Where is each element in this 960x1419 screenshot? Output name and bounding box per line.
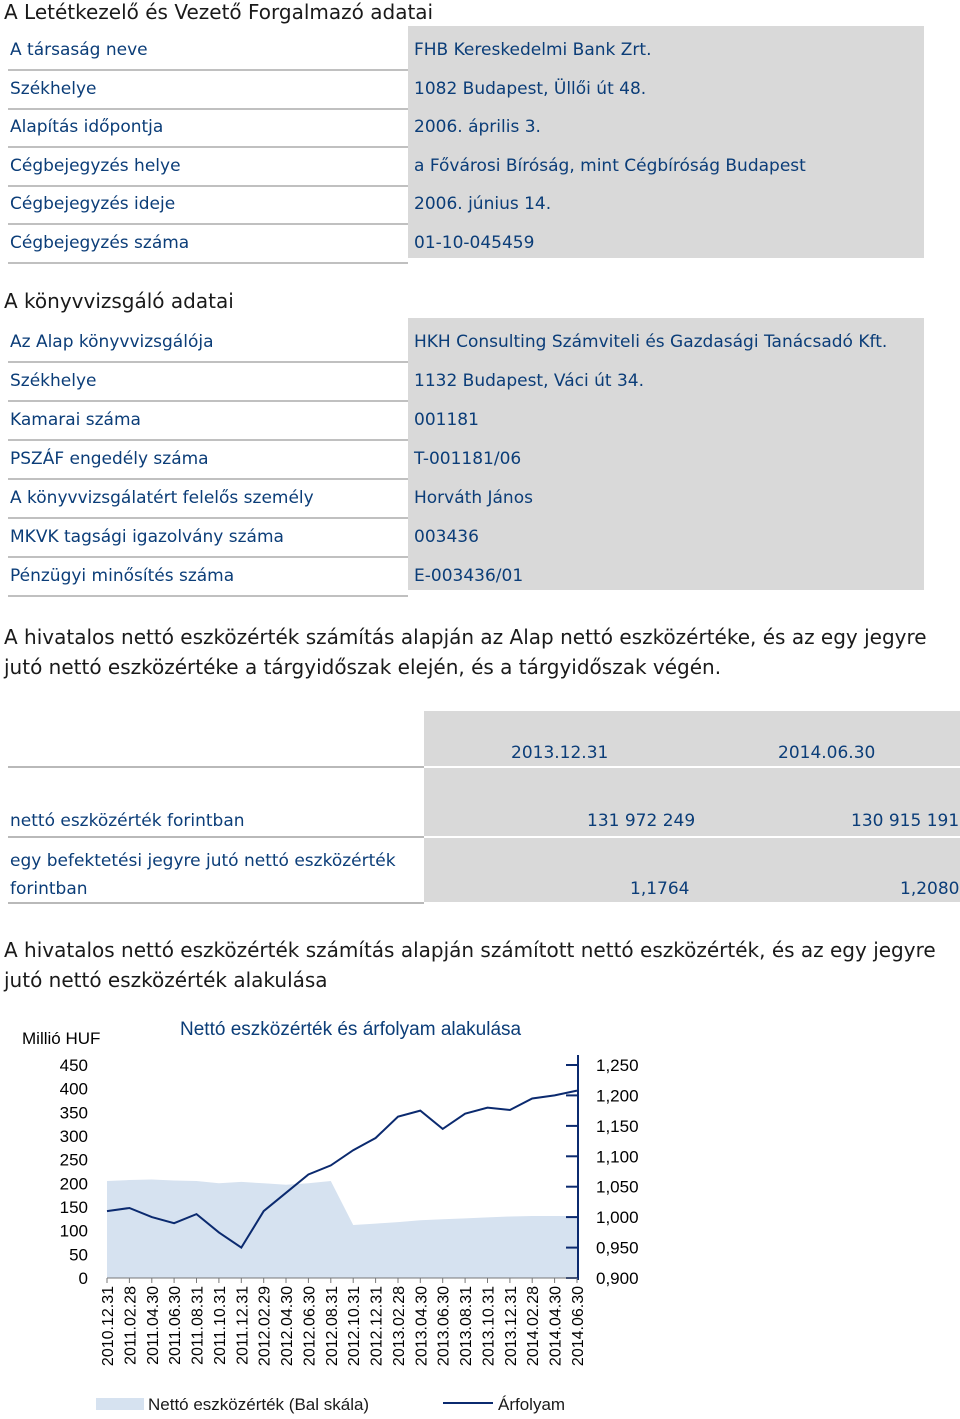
x-tick-label: 2014.06.30	[570, 1286, 587, 1367]
right-tick-label: 1,000	[596, 1208, 639, 1228]
x-tick-label: 2013.04.30	[413, 1286, 431, 1367]
x-tick-label: 2013.12.31	[502, 1286, 520, 1367]
legend-label-price: Árfolyam	[498, 1395, 566, 1414]
auditor-label-3: PSZÁF engedély száma	[10, 449, 209, 469]
manager-row-divider	[8, 108, 408, 110]
nav-col-date-start: 2013.12.31	[511, 743, 609, 763]
manager-label-3: Cégbejegyzés helye	[10, 155, 181, 176]
manager-row-divider	[8, 185, 408, 187]
nav-area	[107, 1180, 577, 1279]
manager-value-0: FHB Kereskedelmi Bank Zrt.	[414, 40, 652, 60]
left-tick-label: 350	[59, 1103, 88, 1123]
auditor-value-1: 1132 Budapest, Váci út 34.	[414, 371, 644, 391]
x-tick-label: 2013.06.30	[435, 1286, 453, 1367]
x-tick-label: 2012.06.30	[301, 1286, 319, 1367]
legend-swatch-nav	[96, 1398, 144, 1410]
x-tick-label: 2010.12.31	[100, 1286, 117, 1367]
left-tick-label: 150	[59, 1198, 88, 1217]
manager-label-0: A társaság neve	[10, 40, 148, 60]
right-tick-label: 0,900	[596, 1269, 639, 1288]
right-tick-label: 1,050	[596, 1177, 639, 1197]
manager-row-divider	[8, 262, 408, 264]
x-tick-label: 2014.02.28	[525, 1286, 543, 1367]
legend-label-nav: Nettó eszközérték (Bal skála)	[148, 1395, 370, 1414]
nav-row-value-start: 131 972 249	[587, 811, 696, 831]
per-unit-value-end: 1,2080	[900, 879, 960, 899]
manager-value-2: 2006. április 3.	[414, 117, 541, 138]
auditor-row-divider	[8, 439, 408, 441]
auditor-label-4: A könyvvizsgálatért felelős személy	[10, 488, 314, 508]
manager-value-1: 1082 Budapest, Üllői út 48.	[414, 78, 647, 99]
auditor-value-4: Horváth János	[414, 488, 533, 508]
x-tick-label: 2012.12.31	[368, 1286, 386, 1367]
chart-title: Nettó eszközérték és árfolyam alakulása	[180, 1019, 522, 1040]
manager-row-divider	[8, 69, 408, 71]
left-tick-label: 200	[59, 1174, 88, 1194]
manager-values-box	[408, 26, 924, 258]
auditor-value-5: 003436	[414, 527, 479, 547]
left-tick-label: 400	[59, 1079, 88, 1099]
auditor-label-0: Az Alap könyvvizsgálója	[10, 332, 214, 352]
manager-label-2: Alapítás időpontja	[10, 117, 164, 138]
auditor-value-0: HKH Consulting Számviteli és Gazdasági Tanácsadó Kft.	[414, 332, 888, 352]
x-tick-label: 2012.08.31	[323, 1286, 341, 1367]
auditor-label-2: Kamarai száma	[10, 410, 141, 430]
x-tick-label: 2012.04.30	[279, 1286, 296, 1367]
left-tick-label: 250	[59, 1150, 88, 1170]
x-tick-label: 2011.12.31	[234, 1286, 252, 1365]
manager-label-1: Székhelye	[10, 78, 97, 99]
auditor-value-6: E-003436/01	[414, 566, 524, 586]
x-tick-label: 2011.08.31	[189, 1286, 207, 1365]
manager-value-3: a Fővárosi Bíróság, mint Cégbíróság Budapest	[414, 155, 806, 176]
manager-row-divider	[8, 223, 408, 225]
right-tick-label: 1,250	[596, 1056, 639, 1075]
nav-col-date-end: 2014.06.30	[778, 743, 876, 763]
right-tick-label: 1,200	[596, 1086, 639, 1106]
auditor-label-6: Pénzügyi minősítés száma	[10, 566, 235, 586]
auditor-row-divider	[8, 478, 408, 480]
x-tick-label: 2013.10.31	[480, 1286, 498, 1367]
x-tick-label: 2012.02.29	[256, 1286, 274, 1367]
x-tick-label: 2013.08.31	[458, 1286, 476, 1367]
auditor-row-divider	[8, 361, 408, 363]
right-tick-label: 1,150	[596, 1116, 639, 1136]
x-tick-label: 2011.06.30	[167, 1286, 185, 1365]
section-title-manager: A Letétkezelő és Vezető Forgalmazó adatai	[4, 0, 434, 24]
auditor-row-divider	[8, 517, 408, 519]
x-tick-label: 2011.04.30	[144, 1286, 162, 1365]
per-unit-value-start: 1,1764	[630, 879, 690, 899]
nav-row-label: nettó eszközérték forintban	[10, 811, 245, 831]
left-axis-unit: Millió HUF	[22, 1029, 101, 1048]
per-unit-row-label-line2: forintban	[10, 879, 88, 899]
x-tick-label: 2012.10.31	[346, 1286, 364, 1367]
right-tick-label: 1,100	[596, 1147, 639, 1167]
manager-label-4: Cégbejegyzés ideje	[10, 194, 176, 215]
nav-price-chart	[0, 1010, 960, 1419]
auditor-row-divider	[8, 400, 408, 402]
per-unit-row-label-line1: egy befektetési jegyre jutó nettó eszközérték	[10, 851, 396, 871]
x-tick-label: 2013.02.28	[391, 1286, 408, 1367]
auditor-row-divider	[8, 595, 408, 597]
section-title-auditor: A könyvvizsgáló adatai	[4, 289, 234, 313]
manager-value-4: 2006. június 14.	[414, 194, 552, 215]
left-tick-label: 450	[59, 1056, 88, 1075]
nav-table-box	[424, 711, 960, 902]
auditor-value-2: 001181	[414, 410, 479, 430]
x-tick-label: 2014.04.30	[547, 1286, 565, 1367]
nav-row-value-end: 130 915 191	[851, 811, 960, 831]
auditor-value-3: T-001181/06	[414, 449, 522, 469]
left-tick-label: 50	[69, 1245, 88, 1265]
left-tick-label: 0	[78, 1269, 88, 1288]
x-tick-label: 2011.02.28	[122, 1286, 140, 1365]
manager-label-5: Cégbejegyzés száma	[10, 233, 190, 253]
auditor-row-divider	[8, 556, 408, 558]
auditor-label-1: Székhelye	[10, 371, 97, 391]
right-tick-label: 0,950	[596, 1238, 639, 1258]
auditor-label-5: MKVK tagsági igazolvány száma	[10, 527, 284, 547]
left-tick-label: 300	[59, 1127, 88, 1146]
nav-intro-paragraph: A hivatalos nettó eszközérték számítás alapján az Alap nettó eszközértéke, és az egy jegyre jutó nettó eszközértéke a tárgyidőszak elején, és a tárgyidőszak végén.	[4, 625, 927, 679]
manager-value-5: 01-10-045459	[414, 233, 535, 253]
chart-intro-paragraph: A hivatalos nettó eszközérték számítás alapján számított nettó eszközérték, és az egy jegyre jutó nettó eszközérték alakulása	[4, 938, 936, 992]
left-tick-label: 100	[59, 1221, 88, 1241]
manager-row-divider	[8, 146, 408, 148]
x-tick-label: 2011.10.31	[211, 1286, 229, 1365]
